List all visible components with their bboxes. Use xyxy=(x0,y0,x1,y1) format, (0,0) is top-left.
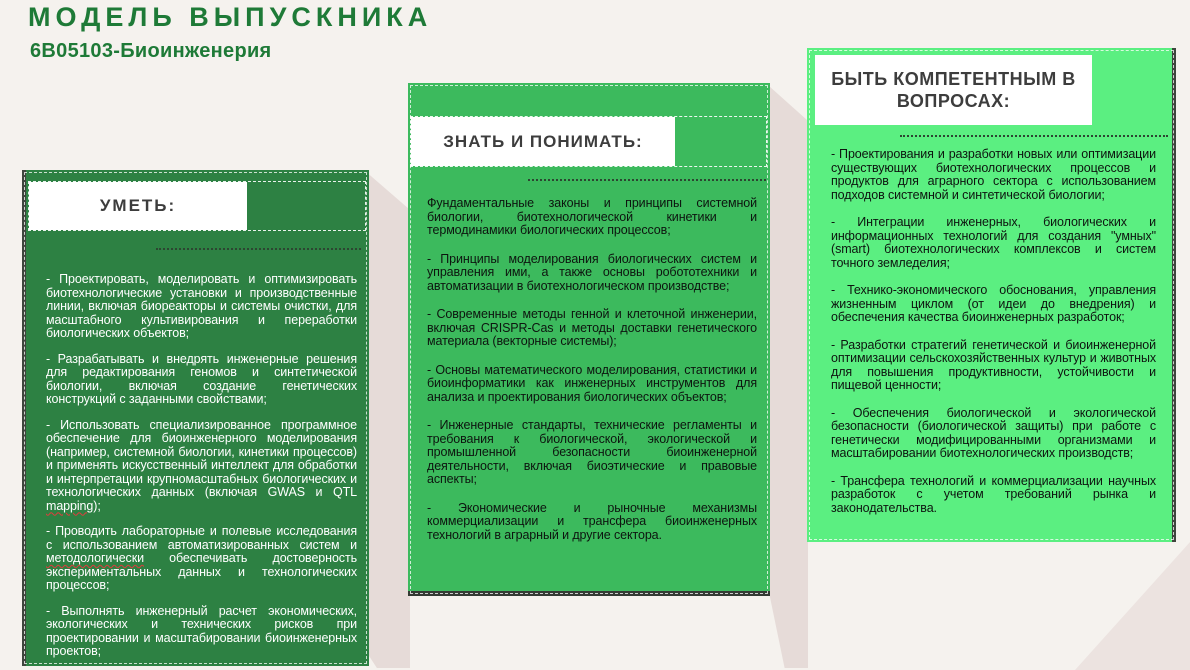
znat-header: ЗНАТЬ И ПОНИМАТЬ: xyxy=(411,117,675,166)
umet-item-1: - Проектировать, моделировать и оптимизировать биотехнологические установки и производственные линии, включая биореакторы и системы очистки, для масштабного культивирования и переработки биологических объектов; xyxy=(46,272,357,340)
decor-flap-left xyxy=(364,170,410,668)
column-byt xyxy=(807,48,1176,542)
znat-header-row xyxy=(410,116,767,167)
znat-item-3: - Современные методы генной и клеточной инженерии, включая CRISPR-Cas и методы доставки генетического материала (векторные системы); xyxy=(427,307,757,348)
byt-item-6: - Трансфера технологий и коммерциализации научных разработок с учетом требований рынка и законодательства. xyxy=(831,473,1156,515)
umet-item-2: - Разрабатывать и внедрять инженерные решения для редактирования геномов и синтетической биологии, включая создание генетических конструкций с заданными свойствами; xyxy=(46,351,357,406)
decor-flap-middle xyxy=(769,86,808,668)
znat-body xyxy=(427,197,757,557)
znat-item-5: - Инженерные стандарты, технические регламенты и требования к биологической, экологической и промышленной безопасности биоинженерной деятельности, включая биоэтические и правовые аспекты; xyxy=(427,418,757,486)
byt-header: БЫТЬ КОМПЕТЕНТНЫМ В ВОПРОСАХ: xyxy=(815,55,1092,125)
umet-item-5: - Выполнять инженерный расчет экономических, экологических и технических рисков при проектировании и масштабировании биоинженерных проектов; xyxy=(46,603,357,658)
umet-header: УМЕТЬ: xyxy=(29,182,247,230)
page-title: МОДЕЛЬ ВЫПУСКНИКА xyxy=(28,2,433,32)
znat-item-2: - Принципы моделирования биологических систем и управления ими, а также основы робототехники и автоматизации в биотехнологическом производстве; xyxy=(427,251,757,293)
umet-body xyxy=(46,273,357,666)
column-znat xyxy=(408,83,770,596)
znat-item-4: - Основы математического моделирования, статистики и биоинформатики как инженерных инструментов для анализа и проектирования биологических объектов; xyxy=(427,362,757,404)
znat-item-1: Фундаментальные законы и принципы системной биологии, биотехнологической кинетики и термодинамики биологических процессов; xyxy=(427,196,757,237)
byt-separator xyxy=(900,135,1168,137)
byt-item-3: - Технико-экономического обоснования, управления жизненным циклом (от идеи до внедрения) и обеспечения качества биоинженерных разработок; xyxy=(831,283,1156,324)
znat-separator xyxy=(528,179,766,181)
umet-item-3: - Использовать специализированное программное обеспечение для биоинженерного моделирования (например, системной биологии, кинетики процессов) и применять искусственный интеллект для обработки и интерпретации крупномасштабных биологических и технологических данных (включая GWAS и QTL mapping); xyxy=(46,417,357,513)
decor-flap-bottom-right xyxy=(1075,542,1190,670)
column-umet xyxy=(22,170,369,666)
byt-item-4: - Разработки стратегий генетической и биоинженерной оптимизации сельскохозяйственных культур и животных для повышения продуктивности, устойчивости и пищевой ценности; xyxy=(831,337,1156,392)
byt-item-1: - Проектирования и разработки новых или оптимизации существующих биотехнологических процессов и продуктов для аграрного сектора с использованием подходов системной и синтетической биологии; xyxy=(831,147,1156,202)
znat-item-6: - Экономические и рыночные механизмы коммерциализации и трансфера биоинженерных технологий в аграрный и другие сектора. xyxy=(427,500,757,542)
umet-separator xyxy=(156,248,361,250)
page-subtitle: 6В05103-Биоинженерия xyxy=(30,40,272,62)
byt-item-5: - Обеспечения биологической и экологической безопасности (биологической защиты) при работе с генетически модифицированными организмами и масштабировании биотехнологических производств; xyxy=(831,405,1156,460)
umet-header-row xyxy=(28,181,366,231)
byt-item-2: - Интеграции инженерных, биологических и информационных технологий для создания "умных" (smart) биотехнологических комплексов и систем точного земледелия; xyxy=(831,215,1156,270)
byt-body xyxy=(831,148,1156,529)
umet-item-4: - Проводить лабораторные и полевые исследования с использованием автоматизированных систем и методологически обеспечивать достоверность экспериментальных данных и технологических процессов; xyxy=(46,524,357,592)
